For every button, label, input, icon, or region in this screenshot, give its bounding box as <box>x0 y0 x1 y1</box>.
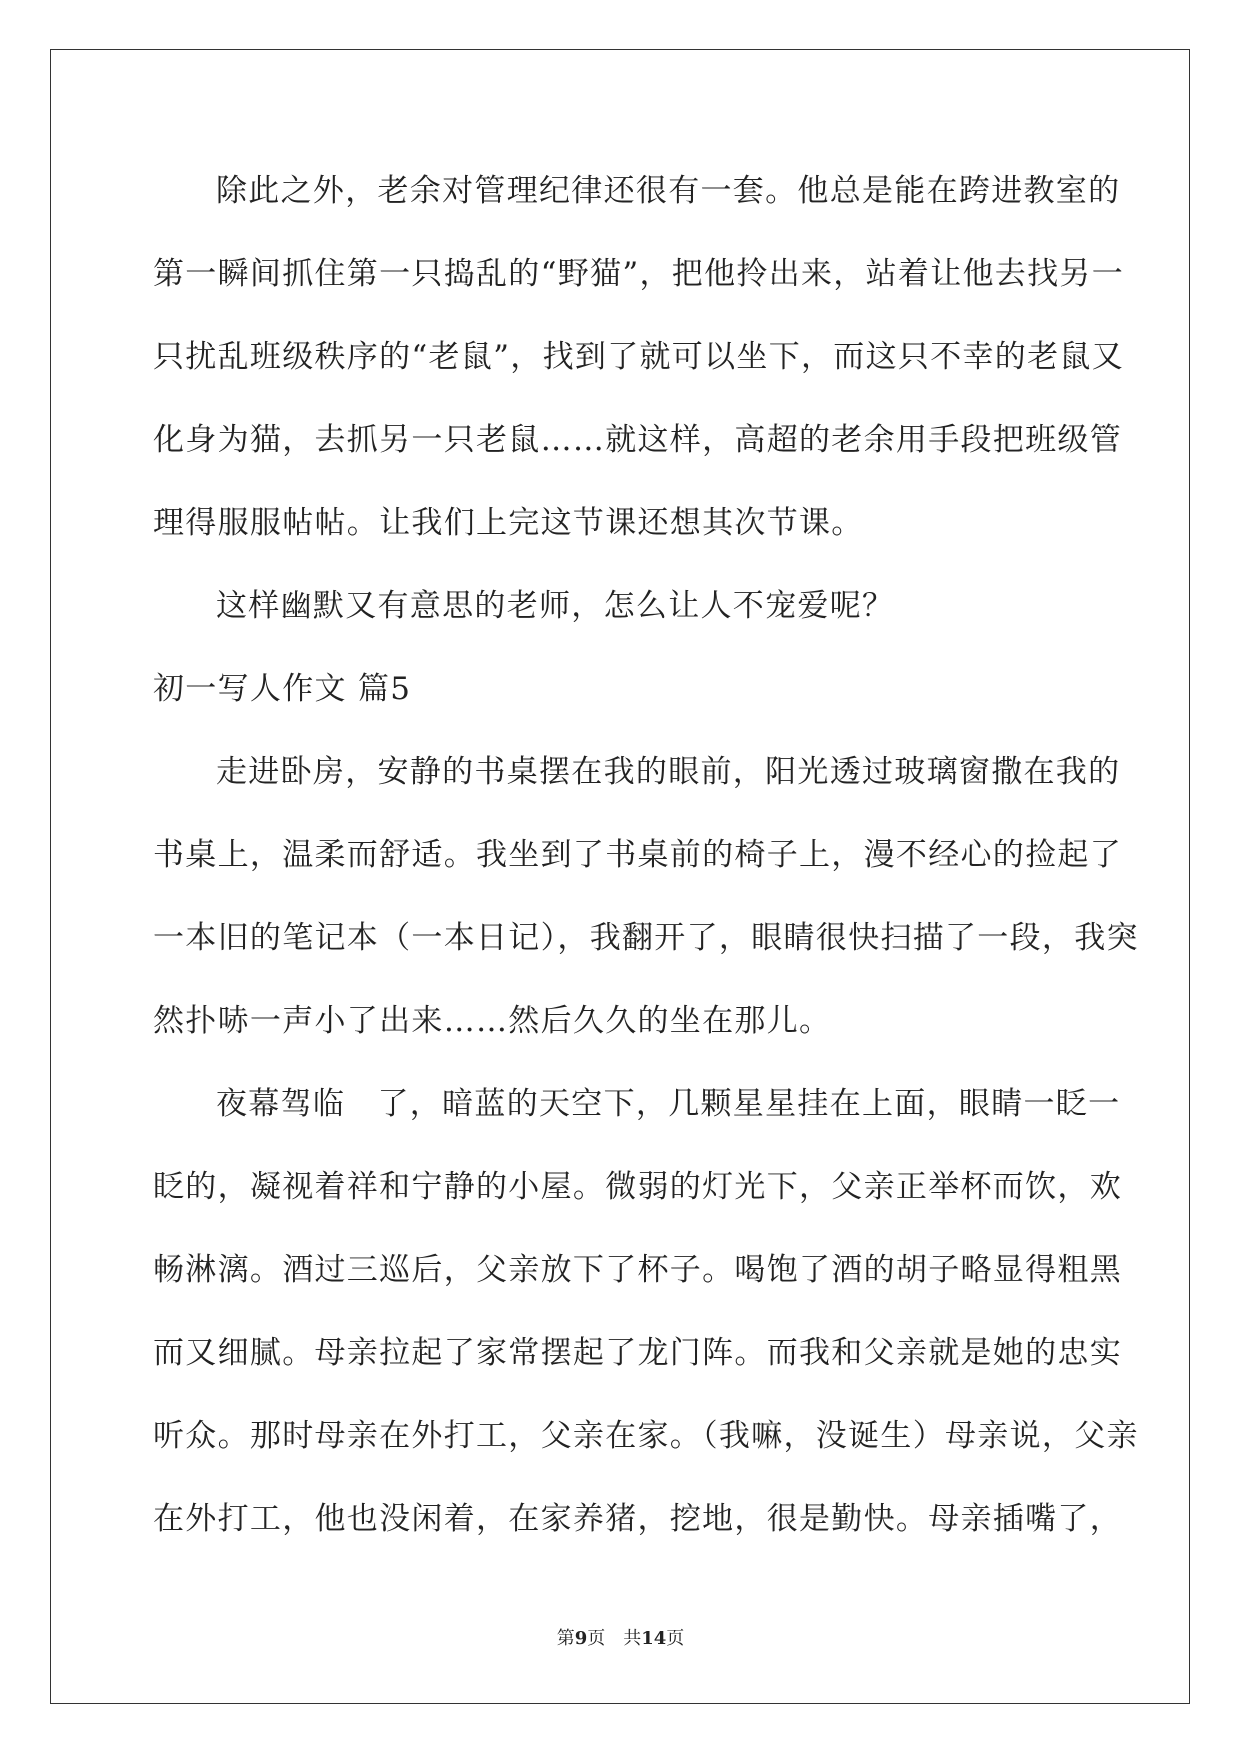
paragraph-line: 只扰乱班级秩序的“老鼠”，找到了就可以坐下，而这只不幸的老鼠又 <box>153 339 1124 375</box>
paragraph-line: 而又细腻。母亲拉起了家常摆起了龙门阵。而我和父亲就是她的忠实 <box>153 1335 1122 1371</box>
section-heading: 初一写人作文 篇5 <box>153 671 412 707</box>
document-body <box>153 160 1139 1571</box>
paragraph-line: 这样幽默又有意思的老师，怎么让人不宠爱呢？ <box>216 588 895 624</box>
paragraph-line: 第一瞬间抓住第一只捣乱的“野猫”，把他拎出来，站着让他去找另一 <box>153 256 1124 292</box>
footer-total-prefix: 共 <box>623 1628 642 1649</box>
paragraph-line: 书桌上，温柔而舒适。我坐到了书桌前的椅子上，漫不经心的捡起了 <box>153 837 1122 873</box>
paragraph-line: 然扑哧一声小了出来……然后久久的坐在那儿。 <box>153 1003 832 1039</box>
footer-page-suffix: 页 <box>587 1628 606 1649</box>
page-footer <box>0 1624 1241 1650</box>
paragraph-line: 理得服服帖帖。让我们上完这节课还想其次节课。 <box>153 505 864 541</box>
paragraph-line: 夜幕驾临 了，暗蓝的天空下，几颗星星挂在上面，眼睛一眨一 <box>216 1086 1121 1122</box>
footer-page-total: 14 <box>641 1628 667 1649</box>
footer-total-suffix: 页 <box>666 1628 685 1649</box>
paragraph-line: 畅淋漓。酒过三巡后，父亲放下了杯子。喝饱了酒的胡子略显得粗黑 <box>153 1252 1122 1288</box>
paragraph-line: 走进卧房，安静的书桌摆在我的眼前，阳光透过玻璃窗撒在我的 <box>216 754 1121 790</box>
paragraph-line: 听众。那时母亲在外打工，父亲在家。（我嘛，没诞生）母亲说，父亲 <box>153 1418 1139 1454</box>
paragraph-line: 化身为猫，去抓另一只老鼠……就这样，高超的老余用手段把班级管 <box>153 422 1122 458</box>
footer-page-current: 9 <box>574 1628 588 1649</box>
footer-page-prefix: 第 <box>556 1628 575 1649</box>
paragraph-line: 一本旧的笔记本（一本日记），我翻开了，眼睛很快扫描了一段，我突 <box>153 920 1139 956</box>
paragraph-line: 眨的，凝视着祥和宁静的小屋。微弱的灯光下，父亲正举杯而饮，欢 <box>153 1169 1122 1205</box>
paragraph-line: 在外打工，他也没闲着，在家养猪，挖地，很是勤快。母亲插嘴了， <box>153 1501 1122 1537</box>
paragraph-line: 除此之外，老余对管理纪律还很有一套。他总是能在跨进教室的 <box>216 173 1121 209</box>
